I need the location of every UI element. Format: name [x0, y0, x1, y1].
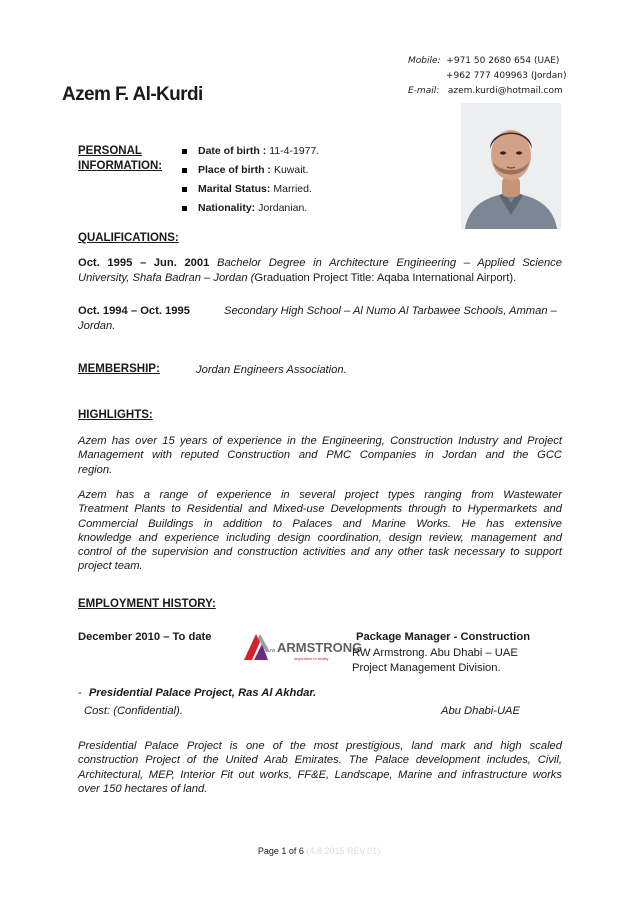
company-logo: [240, 630, 363, 666]
page-footer: [0, 846, 638, 856]
logo-tagline: inspiration to reality: [294, 656, 329, 661]
project-location: Abu Dhabi-UAE: [441, 705, 520, 717]
project-title-line: [78, 686, 316, 700]
armstrong-logo-icon: [240, 630, 363, 666]
profile-photo: [461, 103, 561, 229]
page-number: Page 1 of 6: [257, 846, 304, 856]
logo-wordmark: ARMSTRONG: [277, 640, 363, 655]
place-label: Place of birth :: [198, 164, 271, 176]
qualification-1-line-2: [78, 271, 516, 285]
email-link[interactable]: azem.kurdi@hotmail.com: [447, 86, 563, 96]
qualification-1-line-1: [78, 256, 562, 270]
personal-heading: PERSONAL INFORMATION:: [78, 145, 163, 172]
contact-block: [408, 54, 567, 99]
bullet-icon: [182, 187, 187, 192]
project-title: Presidential Palace Project, Ras Al Akhdar.: [88, 687, 317, 699]
project-cost: Cost: (Confidential).: [84, 705, 183, 717]
qualification-1-project: Graduation Project Title: Aqaba International Airport).: [254, 272, 517, 284]
revision-note: (4.8.2015 REV.01): [306, 846, 381, 856]
qualification-2-country: Jordan.: [78, 320, 116, 332]
membership-value: Jordan Engineers Association.: [196, 364, 347, 376]
dob-value: 11-4-1977.: [269, 145, 320, 157]
employment-company: RW Armstrong. Abu Dhabi – UAE Project Management Division.: [352, 647, 518, 674]
qualifications-heading: QUALIFICATIONS:: [78, 232, 179, 244]
marital-label: Marital Status:: [198, 183, 271, 195]
marital-value: Married.: [273, 183, 312, 195]
employment-heading: EMPLOYMENT HISTORY:: [78, 598, 216, 610]
nationality-label: Nationality:: [198, 202, 256, 214]
highlights-heading: HIGHLIGHTS:: [78, 409, 153, 421]
highlights-paragraph-1: Azem has over 15 years of experience in the Engineering, Construction Industry and Project Management with reputed Construction and PMC Companies in Jordan and the GCC region.: [78, 435, 562, 476]
qualification-2-school: Secondary High School – Al Numo Al Tarbawee Schools, Amman –: [224, 305, 557, 317]
personal-item-dob: [182, 144, 319, 158]
qualification-2-date: Oct. 1994 – Oct. 1995: [78, 305, 190, 317]
bullet-icon: [182, 206, 187, 211]
project-description: Presidential Palace Project is one of the most prestigious, land mark and high scaled construction Project of the United Arab Emirates. The Palace development includes, Civil, Architectural, MEP, Interior Fit out works, FF&E, Landscape, Marine and infrastructure works over 150 hectares of land.: [78, 740, 562, 795]
bullet-icon: [182, 168, 187, 173]
place-value: Kuwait.: [273, 164, 309, 176]
dob-label: Date of birth :: [198, 145, 267, 157]
portrait-image: [461, 103, 561, 229]
qualification-1-university: University, Shafa Badran – Jordan (: [78, 272, 255, 284]
bullet-icon: [182, 149, 187, 154]
mobile-label: Mobile:: [408, 56, 441, 66]
personal-item-nationality: [182, 201, 307, 215]
personal-item-marital: [182, 182, 312, 196]
employment-position: Package Manager - Construction: [356, 631, 531, 643]
project-dash: -: [78, 687, 82, 699]
mobile-uae: +971 50 2680 654 (UAE): [446, 56, 560, 66]
personal-item-place: [182, 163, 308, 177]
candidate-name: Azem F. Al-Kurdi: [62, 84, 203, 105]
qualification-1-degree: Bachelor Degree in Architecture Engineering – Applied Science: [217, 257, 563, 269]
qualification-1-date: Oct. 1995 – Jun. 2001: [78, 257, 210, 269]
highlights-paragraph-2: Azem has a range of experience in several project types ranging from Wastewater Treatment Plants to Residential and Mixed-use Developments through to Hypermarkets and Commercial Buildings in addition to Palaces and Marine Works. He has extensive knowledge and experience including design coordination, design review, management and control of the supervision and construction activities and any other task necessary to support project team.: [78, 489, 562, 573]
email-label: E-mail:: [408, 86, 440, 96]
membership-heading: MEMBERSHIP:: [78, 363, 160, 375]
logo-prefix: rw: [270, 648, 276, 654]
nationality-value: Jordanian.: [258, 202, 308, 214]
mobile-jordan: +962 777 409963 (Jordan): [446, 71, 567, 81]
employment-period: December 2010 – To date: [78, 631, 212, 643]
